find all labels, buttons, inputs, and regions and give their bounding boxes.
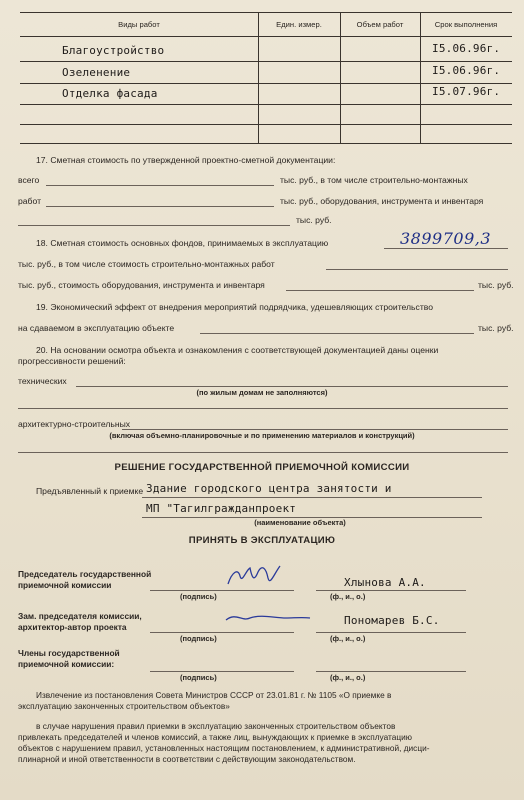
blank-line [286, 290, 474, 291]
deputy-label-line1: Зам. председателя комиссии, [18, 611, 142, 621]
header-unit: Един. измер. [276, 20, 322, 29]
footer-para-line2: привлекать председателей и членов комиссий, а также лиц, вынуждающих к приемке в эксплуатацию [18, 732, 412, 742]
blank-line [122, 429, 508, 430]
deputy-name: Пономарев Б.С. [344, 614, 440, 627]
table-row-divider [20, 124, 512, 125]
item20-line2: прогрессивности решений: [18, 356, 126, 366]
members-label-line1: Члены государственной [18, 648, 120, 658]
item19-heading: 19. Экономический эффект от внедрения мероприятий подрядчика, удешевляющих строительство [36, 302, 434, 312]
members-signature-caption: (подпись) [180, 673, 217, 682]
item17-line4-tail: тыс. руб. [296, 215, 332, 225]
footer-para-line3: объектов с нарушением правил, установленных настоящим постановлением, к административной, дисци- [18, 743, 430, 753]
item20-technical-note: (по жилым домам не заполняются) [196, 388, 328, 397]
table-column-divider [420, 12, 421, 143]
table-bottom-border [20, 143, 512, 144]
blank-line [316, 590, 466, 591]
blank-line [18, 452, 508, 453]
deputy-fio-caption: (ф., и., о.) [330, 634, 366, 643]
header-volume: Объем работ [356, 20, 404, 29]
item19-line2: на сдаваемом в эксплуатацию объекте [18, 323, 175, 333]
table-cell-work: Озеленение [62, 66, 131, 79]
item17-heading: 17. Сметная стоимость по утвержденной проектно-сметной документации: [36, 155, 336, 165]
blank-line [46, 206, 274, 207]
table-cell-work: Отделка фасада [62, 87, 158, 100]
blank-line [142, 497, 482, 498]
blank-line [46, 185, 274, 186]
item17-line2-tail: тыс. руб., в том числе строительно-монтажных [280, 175, 468, 185]
table-column-divider [258, 12, 259, 143]
table-row-divider [20, 104, 512, 105]
chair-label-line2: приемочной комиссии [18, 580, 112, 590]
members-label-line2: приемочной комиссии: [18, 659, 115, 669]
object-name-line2: МП "Тагилгражданпроект [146, 502, 297, 515]
chair-signature [222, 560, 292, 592]
item17-line3-tail: тыс. руб., оборудования, инструмента и инвентаря [280, 196, 484, 206]
table-cell-work: Благоустройство [62, 44, 165, 57]
chair-label-line1: Председатель государственной [18, 569, 152, 579]
blank-line [384, 248, 508, 249]
chair-fio-caption: (ф., и., о.) [330, 592, 366, 601]
object-name-line1: Здание городского центра занятости и [146, 482, 392, 495]
deputy-signature [222, 608, 312, 628]
presented-label: Предъявленный к приемке [36, 486, 144, 496]
table-row-divider [20, 61, 512, 62]
blank-line [18, 225, 290, 226]
table-row-divider [20, 83, 512, 84]
decision-title: РЕШЕНИЕ ГОСУДАРСТВЕННОЙ ПРИЕМОЧНОЙ КОМИССИИ [114, 462, 410, 473]
blank-line [316, 671, 466, 672]
table-cell-date: I5.06.96г. [432, 64, 501, 77]
table-cell-date: I5.06.96г. [432, 42, 501, 55]
members-fio-caption: (ф., и., о.) [330, 673, 366, 682]
item17-total-label: всего [18, 175, 40, 185]
footer-para-line1: в случае нарушения правил приемки в эксплуатацию законченных строительством объектов [36, 721, 396, 731]
footer-para-line4: плинарной и иной ответственности в соответствии с действующим законодательством. [18, 754, 356, 764]
item19-line2-tail: тыс. руб. [478, 323, 514, 333]
blank-line [150, 632, 294, 633]
chair-signature-caption: (подпись) [180, 592, 217, 601]
table-top-border [20, 12, 512, 13]
chair-name: Хлынова А.А. [344, 576, 426, 589]
blank-line [150, 671, 294, 672]
table-cell-date: I5.07.96г. [432, 85, 501, 98]
item18-line2: тыс. руб., в том числе стоимость строительно-монтажных работ [18, 259, 275, 269]
item20-architectural-label: архитектурно-строительных [18, 419, 131, 429]
table-column-divider [340, 12, 341, 143]
deputy-signature-caption: (подпись) [180, 634, 217, 643]
blank-line [326, 269, 508, 270]
item18-heading: 18. Сметная стоимость основных фондов, принимаемых в эксплуатацию [36, 238, 329, 248]
blank-line [200, 333, 474, 334]
header-deadline: Срок выполнения [434, 20, 498, 29]
table-header-border [20, 36, 512, 37]
object-caption: (наименование объекта) [254, 518, 346, 527]
item20-heading: 20. На основании осмотра объекта и ознакомления с соответствующей документацией даны оценки [36, 345, 439, 355]
item18-value: 3899709,3 [400, 229, 492, 248]
extract-line2: эксплуатацию законченных строительством объектов» [18, 701, 230, 711]
item18-line3-tail: тыс. руб. [478, 280, 514, 290]
item20-technical-label: технических [18, 376, 67, 386]
item17-works-label: работ [18, 196, 42, 206]
item20-architectural-note: (включая объемно-планировочные и по применению материалов и конструкций) [109, 431, 415, 440]
blank-line [18, 408, 508, 409]
header-work-type: Виды работ [118, 20, 160, 29]
extract-line1: Извлечение из постановления Совета Министров СССР от 23.01.81 г. № 1105 «О приемке в [36, 690, 392, 700]
deputy-label-line2: архитектор-автор проекта [18, 622, 127, 632]
blank-line [150, 590, 294, 591]
blank-line [316, 632, 466, 633]
accepted-title: ПРИНЯТЬ В ЭКСПЛУАТАЦИЮ [188, 535, 336, 546]
item18-line3: тыс. руб., стоимость оборудования, инструмента и инвентаря [18, 280, 265, 290]
blank-line [76, 386, 508, 387]
